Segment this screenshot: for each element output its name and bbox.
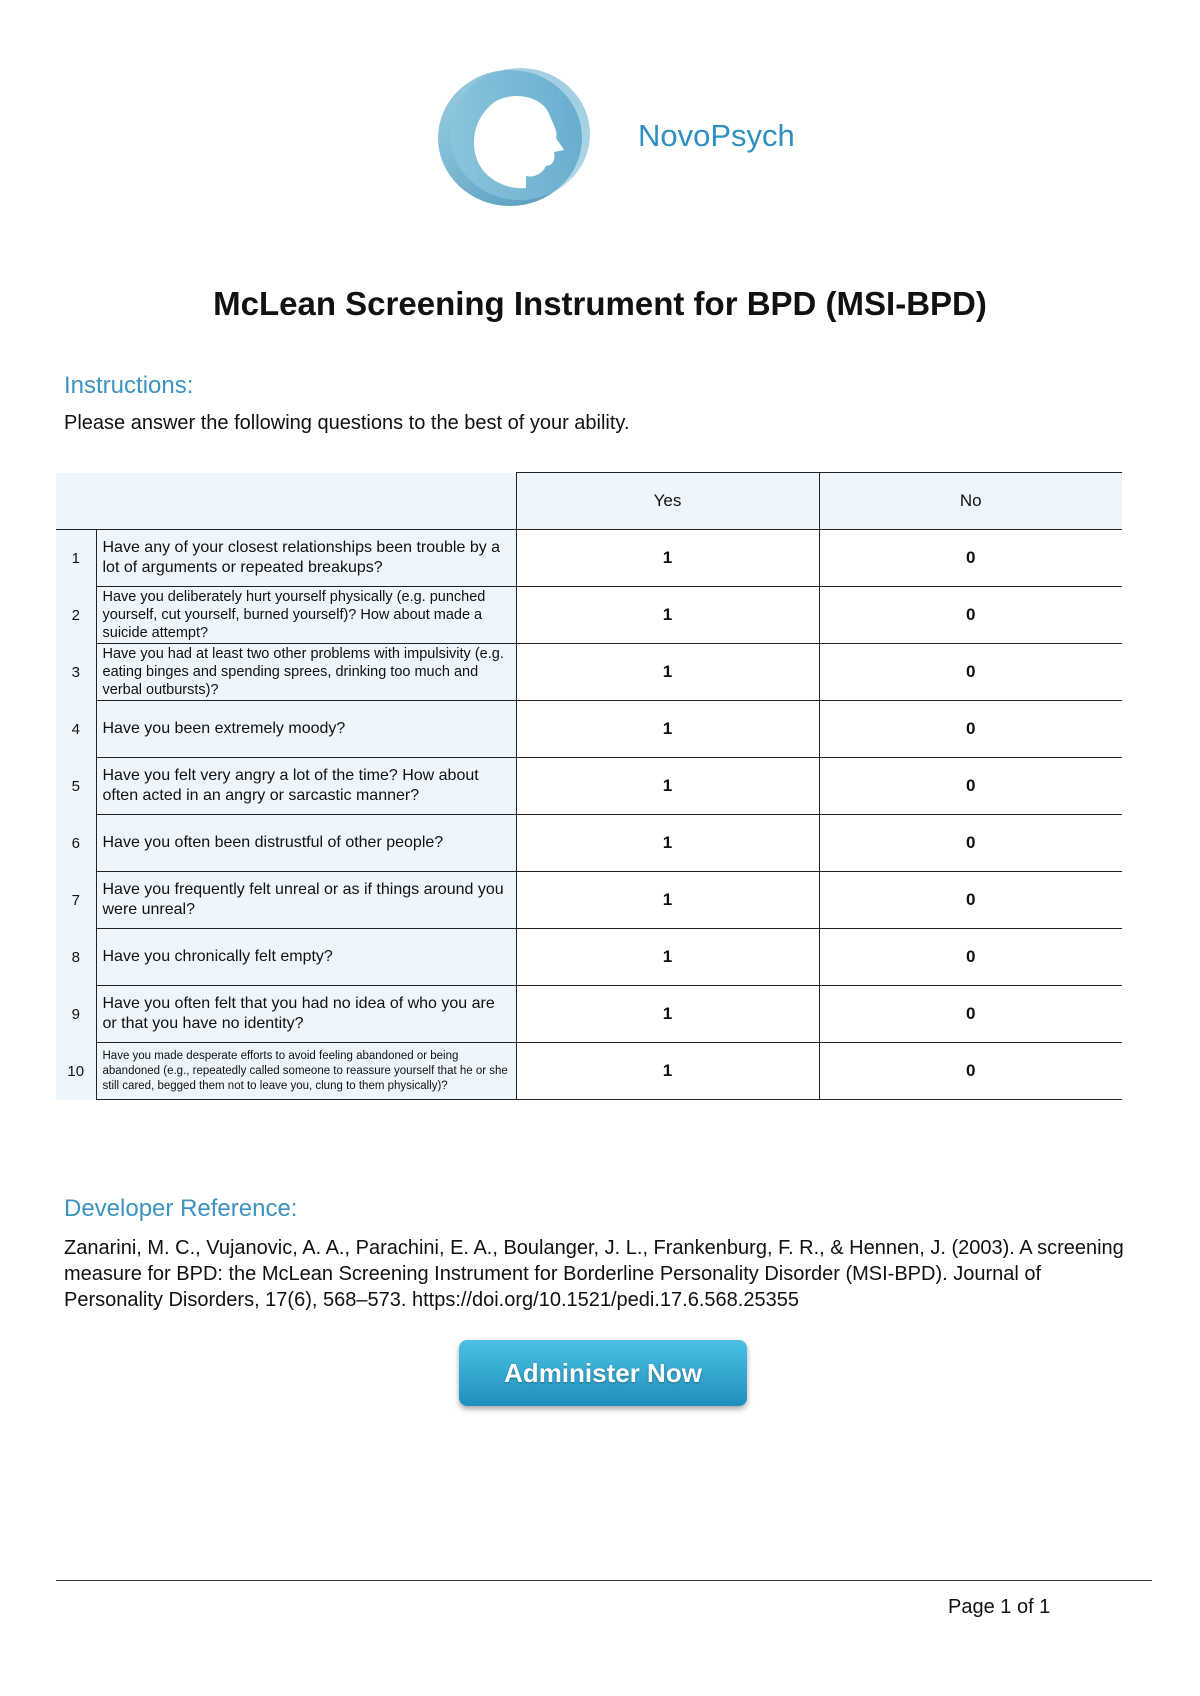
row-number: 2: [56, 587, 96, 644]
no-score[interactable]: 0: [819, 530, 1122, 587]
no-score[interactable]: 0: [819, 587, 1122, 644]
administer-now-button[interactable]: Administer Now: [459, 1340, 747, 1406]
yes-score[interactable]: 1: [516, 872, 819, 929]
question-text: Have you made desperate efforts to avoid feeling abandoned or being abandoned (e.g., repeatedly called someone to reassure yourself that he or she still cared, begged them not to leave you, clung to them physically)?: [96, 1043, 516, 1100]
novopsych-logo: [430, 56, 600, 216]
yes-score[interactable]: 1: [516, 1043, 819, 1100]
question-text: Have you had at least two other problems with impulsivity (e.g. eating binges and spending sprees, drinking too much and verbal outbursts)?: [96, 644, 516, 701]
no-score[interactable]: 0: [819, 872, 1122, 929]
yes-score[interactable]: 1: [516, 530, 819, 587]
table-row: [56, 644, 1122, 701]
no-score[interactable]: 0: [819, 815, 1122, 872]
row-number: 4: [56, 701, 96, 758]
no-score[interactable]: 0: [819, 1043, 1122, 1100]
row-number: 1: [56, 530, 96, 587]
question-text: Have you been extremely moody?: [96, 701, 516, 758]
instructions-text: Please answer the following questions to the best of your ability.: [64, 412, 630, 434]
instructions-heading: Instructions:: [64, 372, 194, 399]
question-text: Have any of your closest relationships been trouble by a lot of arguments or repeated breakups?: [96, 530, 516, 587]
row-number: 6: [56, 815, 96, 872]
footer-divider: [56, 1580, 1152, 1581]
yes-score[interactable]: 1: [516, 929, 819, 986]
brand-name: NovoPsych: [638, 118, 795, 153]
table-row: [56, 758, 1122, 815]
yes-score[interactable]: 1: [516, 701, 819, 758]
no-score[interactable]: 0: [819, 644, 1122, 701]
yes-score[interactable]: 1: [516, 815, 819, 872]
table-row: [56, 587, 1122, 644]
question-text: Have you deliberately hurt yourself physically (e.g. punched yourself, cut yourself, burned yourself)? How about made a suicide attempt?: [96, 587, 516, 644]
table-row: [56, 986, 1122, 1043]
yes-score[interactable]: 1: [516, 644, 819, 701]
header-yes: Yes: [516, 473, 819, 530]
table-row: [56, 872, 1122, 929]
row-number: 9: [56, 986, 96, 1043]
table-row: [56, 530, 1122, 587]
screening-table: [56, 472, 1122, 1100]
question-text: Have you often been distrustful of other people?: [96, 815, 516, 872]
yes-score[interactable]: 1: [516, 587, 819, 644]
question-text: Have you frequently felt unreal or as if things around you were unreal?: [96, 872, 516, 929]
table-row: [56, 929, 1122, 986]
row-number: 5: [56, 758, 96, 815]
yes-score[interactable]: 1: [516, 758, 819, 815]
row-number: 8: [56, 929, 96, 986]
reference-heading: Developer Reference:: [64, 1195, 298, 1222]
table-row: [56, 1043, 1122, 1100]
no-score[interactable]: 0: [819, 758, 1122, 815]
row-number: 10: [56, 1043, 96, 1100]
page-title: McLean Screening Instrument for BPD (MSI-BPD): [213, 285, 987, 322]
header-blank: [56, 473, 516, 530]
row-number: 3: [56, 644, 96, 701]
row-number: 7: [56, 872, 96, 929]
yes-score[interactable]: 1: [516, 986, 819, 1043]
no-score[interactable]: 0: [819, 701, 1122, 758]
header-no: No: [819, 473, 1122, 530]
table-row: [56, 815, 1122, 872]
no-score[interactable]: 0: [819, 929, 1122, 986]
reference-text: Zanarini, M. C., Vujanovic, A. A., Parachini, E. A., Boulanger, J. L., Frankenburg, F. R., & Hennen, J. (2003). A screening measure for BPD: the McLean Screening Instrument for Borderline Personality Disorder (MSI-BPD). Journal of Personality Disorders, 17(6), 568–573. https://doi.org/10.1521/pedi.17.6.568.25355: [64, 1237, 1124, 1311]
table-header-row: [56, 473, 1122, 530]
question-text: Have you felt very angry a lot of the time? How about often acted in an angry or sarcastic manner?: [96, 758, 516, 815]
page-number: Page 1 of 1: [948, 1596, 1051, 1618]
no-score[interactable]: 0: [819, 986, 1122, 1043]
head-logo-icon: [430, 56, 600, 216]
table-row: [56, 701, 1122, 758]
question-text: Have you chronically felt empty?: [96, 929, 516, 986]
question-text: Have you often felt that you had no idea of who you are or that you have no identity?: [96, 986, 516, 1043]
